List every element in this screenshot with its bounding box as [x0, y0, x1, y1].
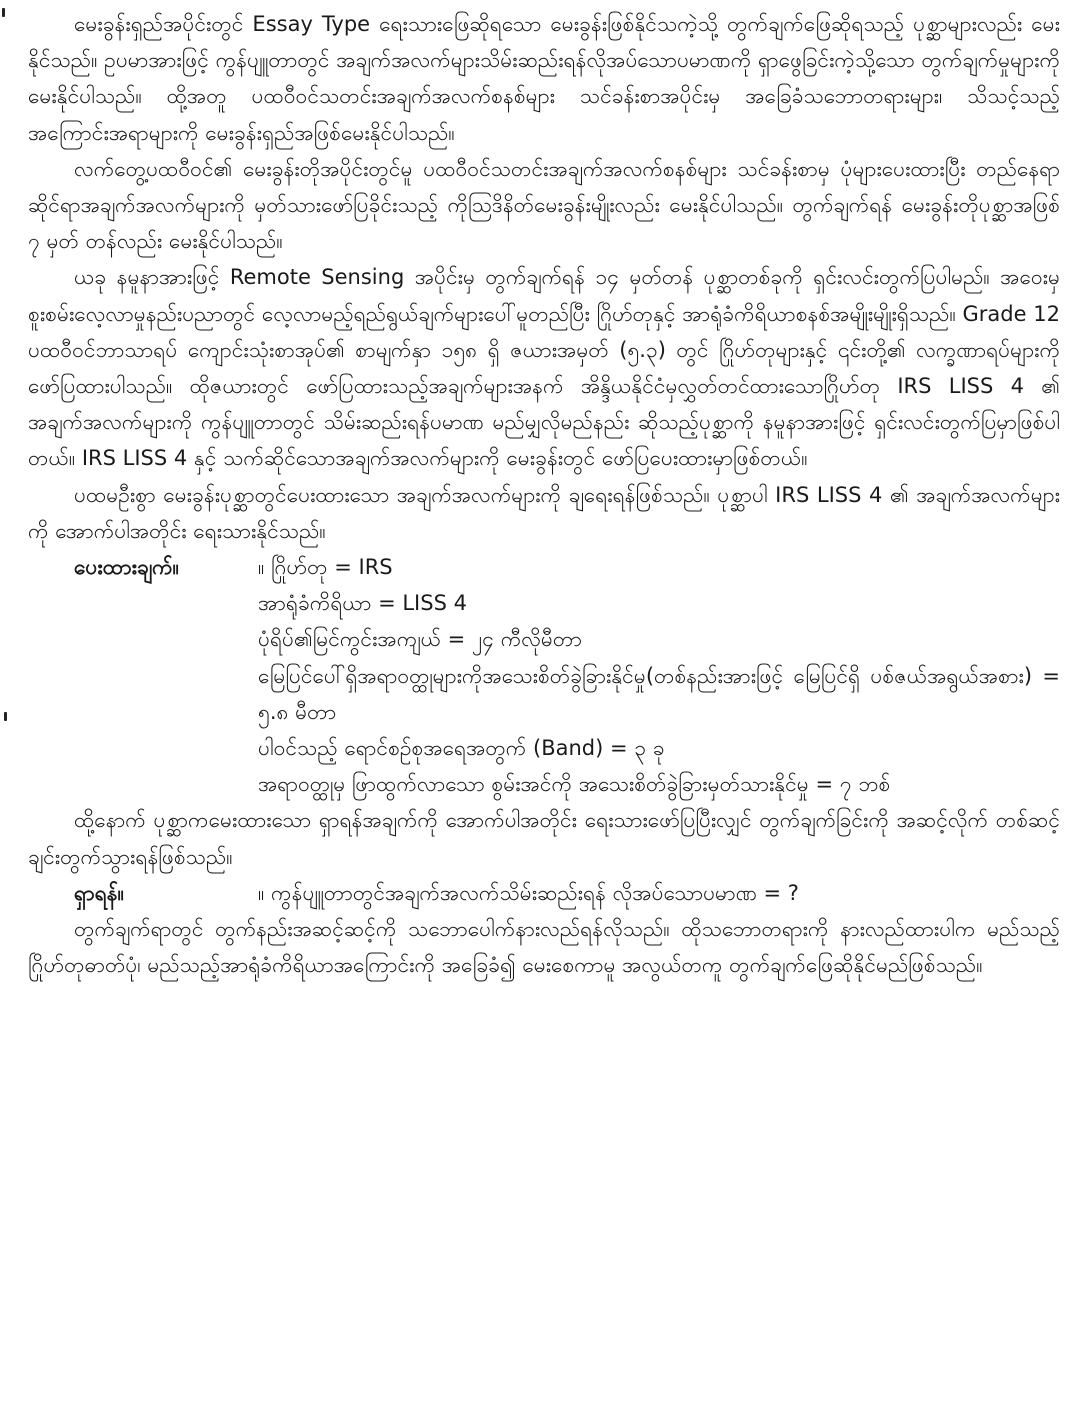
paragraph-understanding: တွက်ချက်ရာတွင် တွက်နည်းအဆင့်ဆင့်ကို သဘောပေါက်နားလည်ရန်လိုသည်။ ထိုသဘောတရားကို နားလည်ထားပါက မည်သည့်ဂြိုဟ်တုဓာတ်ပုံ၊ မည်သည့်အာရုံခံကိရိယာအကြောင်းကို အခြေခံ၍ မေးစေကာမူ အလွယ်တကူ တွက်ချက်ဖြေဆိုနိုင်မည်ဖြစ်သည်။: [28, 917, 1060, 978]
margin-mark-top: [2, 8, 5, 17]
find-block: [28, 875, 1060, 911]
given-block: [28, 549, 1060, 585]
margin-mark-middle: [4, 712, 7, 721]
find-label: ရှာရန်။: [74, 880, 124, 905]
given-spatial-resolution: မြေပြင်ပေါ်ရှိအရာဝတ္ထုများကိုအသေးစိတ်ခွဲခြားနိုင်မှု(တစ်နည်းအားဖြင့် မြေပြင်ရှိ ပစ်ဇယ်အရွယ်အစား) = ၅.၈ မီတာ: [258, 663, 1060, 724]
document-page: [28, 6, 1060, 983]
paragraph-short-questions: လက်တွေ့ပထဝီဝင်၏ မေးခွန်းတိုအပိုင်းတွင်မူ ပထဝီဝင်သတင်းအချက်အလက်စနစ်များ သင်ခန်းစာမှ ပုံများပေးထားပြီး တည်နေရာဆိုင်ရာအချက်အလက်များကို မှတ်သားဖော်ပြခိုင်းသည့် ကိုဩဒိနိတ်မေးခွန်းမျိုးလည်း မေးနိုင်ပါသည်။ တွက်ချက်ရန် မေးခွန်းတိုပုစ္ဆာအဖြစ် ၇ မှတ် တန်လည်း မေးနိုင်ပါသည်။: [28, 156, 1060, 254]
paragraph-remote-sensing-example: ယခု နမူနာအားဖြင့် Remote Sensing အပိုင်းမှ တွက်ချက်ရန် ၁၄ မှတ်တန် ပုစ္ဆာတစ်ခုကို ရှင်းလင်းတွက်ပြပါမည်။ အဝေးမှ စူးစမ်းလေ့လာမှုနည်းပညာတွင် လေ့လာမည့်ရည်ရွယ်ချက်များပေါ်မူတည်ပြီး ဂြိုဟ်တုနှင့် အာရုံခံကိရိယာစနစ်အမျိုးမျိုးရှိသည်။ Grade 12 ပထဝီဝင်ဘာသာရပ် ကျောင်းသုံးစာအုပ်၏ စာမျက်နှာ ၁၅၈ ရှိ ဇယားအမှတ် (၅.၃) တွင် ဂြိုဟ်တုများနှင့် ၎င်းတို့၏ လက္ခဏာရပ်များကို ဖော်ပြထားပါသည်။ ထိုဇယားတွင် ဖော်ပြထားသည့်အချက်များအနက် အိန္ဒိယနိုင်ငံမှလွှတ်တင်ထားသောဂြိုဟ်တု IRS LISS 4 ၏ အချက်အလက်များကို ကွန်ပျူတာတွင် သိမ်းဆည်းရန်ပမာဏ မည်မျှလိုမည်နည်း ဆိုသည့်ပုစ္ဆာကို နမူနာအားဖြင့် ရှင်းလင်းတွက်ပြမှာဖြစ်ပါတယ်။ IRS LISS 4 နှင့် သက်ဆိုင်သောအချက်အလက်များကို မေးခွန်းတွင် ဖော်ပြပေးထားမှာဖြစ်တယ်။: [28, 265, 1060, 471]
given-satellite: ။ ဂြိုဟ်တု = IRS: [258, 555, 393, 580]
paragraph-calculate-steps: ထို့နောက် ပုစ္ဆာကမေးထားသော ရှာရန်အချက်ကို အောက်ပါအတိုင်း ရေးသားဖော်ပြပြီးလျှင် တွက်ချက်ခြင်းကို အဆင့်လိုက် တစ်ဆင့်ချင်းတွက်သွားရန်ဖြစ်သည်။: [28, 808, 1060, 869]
paragraph-essay-questions: မေးခွန်းရှည်အပိုင်းတွင် Essay Type ရေးသားဖြေဆိုရသော မေးခွန်းဖြစ်နိုင်သကဲ့သို့ တွက်ချက်ဖြေဆိုရသည့် ပုစ္ဆာများလည်း မေးနိုင်သည်။ ဥပမာအားဖြင့် ကွန်ပျူတာတွင် အချက်အလက်များသိမ်းဆည်းရန်လိုအပ်သောပမာဏကို ရှာဖွေခြင်းကဲ့သို့သော တွက်ချက်မှုများကို မေးနိုင်ပါသည်။ ထို့အတူ ပထဝီဝင်သတင်းအချက်အလက်စနစ်များ သင်ခန်းစာအပိုင်းမှ အခြေခံသဘောတရားများ၊ သိသင့်သည့်အကြောင်းအရာများကို မေးခွန်းရှည်အဖြစ်မေးနိုင်ပါသည်။: [28, 12, 1060, 145]
find-storage-size: ။ ကွန်ပျူတာတွင်အချက်အလက်သိမ်းဆည်းရန် လိုအပ်သောပမာဏ = ?: [258, 880, 799, 905]
given-sensor: အာရုံခံကိရိယာ = LISS 4: [258, 591, 467, 616]
paragraph-write-given-data: ပထမဦးစွာ မေးခွန်းပုစ္ဆာတွင်ပေးထားသော အချက်အလက်များကို ချရေးရန်ဖြစ်သည်။ ပုစ္ဆာပါ IRS LISS 4 ၏ အချက်အလက်များကို အောက်ပါအတိုင်း ရေးသားနိုင်သည်။: [28, 482, 1060, 543]
given-label: ပေးထားချက်။: [74, 555, 180, 580]
given-swath-width: ပုံရိပ်၏မြင်ကွင်းအကျယ် = ၂၄ ကီလိုမီတာ: [258, 627, 583, 652]
given-band-count: ပါဝင်သည့် ရောင်စဉ်စုအရေအတွက် (Band) = ၃ ခု: [258, 736, 665, 761]
given-radiometric-resolution: အရာဝတ္ထုမှ ဖြာထွက်လာသော စွမ်းအင်ကို အသေးစိတ်ခွဲခြားမှတ်သားနိုင်မှု = ၇ ဘစ်: [258, 772, 891, 797]
